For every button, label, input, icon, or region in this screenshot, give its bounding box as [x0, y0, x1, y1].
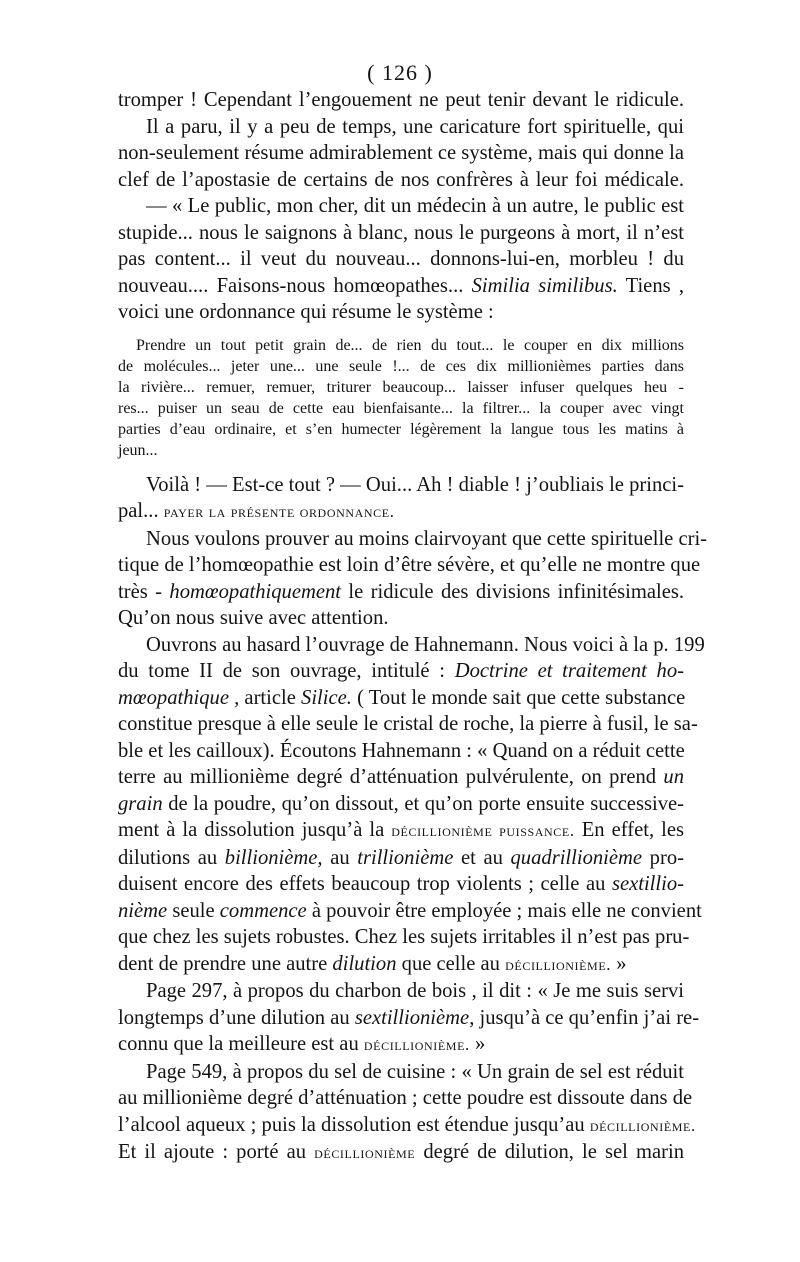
text-run: degré de dilution, le sel marin — [415, 1141, 684, 1163]
italic-run: un — [663, 766, 684, 788]
small-caps-run: décillionième. — [589, 1115, 696, 1135]
italic-run: homœopathiquement — [169, 580, 342, 603]
text-run: pal... — [118, 500, 164, 522]
paragraph — [118, 193, 684, 326]
small-caps-run: décillionième — [314, 1143, 416, 1162]
text-line: tique de l’homœopathie est loin d’être sévère, et qu’elle ne montre que — [118, 554, 701, 576]
text-line — [118, 791, 684, 818]
quote-line: jeun... — [118, 441, 158, 459]
text-run: que celle au — [396, 952, 506, 975]
book-title: Doctrine et traitement ho- — [454, 660, 684, 682]
text-line — [118, 273, 684, 300]
text-line: constitue presque à elle seule le cristal de roche, la pierre à fusil, le sa- — [118, 713, 698, 735]
text-run: pro- — [642, 846, 684, 869]
text-run: En effet, les — [574, 819, 684, 841]
text-line: que chez les sujets robustes. Chez les sujets irritables il n’est pas pru- — [118, 926, 690, 948]
quote-line: de molécules... jeter une... une seule !... de ces dix millionièmes parties dans — [118, 357, 684, 375]
text-line: pas content... il veut du nouveau... donnons-lui-en, morbleu ! du — [118, 248, 684, 270]
book-title: mœopathique , — [118, 686, 240, 709]
text-line: Nous voulons prouver au moins clairvoyant que cette spirituelle cri- — [146, 527, 708, 550]
text-run: de la poudre, qu’on dissout, et qu’on porte ensuite successive- — [162, 792, 684, 815]
text-line: — « Le public, mon cher, dit un médecin à un autre, le public est — [146, 195, 684, 217]
italic-run: nième — [118, 899, 168, 922]
text-line: Il a paru, il y a peu de temps, une caricature fort spirituelle, qui — [146, 115, 684, 138]
small-caps-run: décillionième puissance. — [391, 821, 575, 840]
text-line: stupide... nous le saignons à blanc, nous le purgeons à mort, il n’est — [118, 221, 684, 244]
latin-phrase: Similia similibus. — [471, 274, 618, 297]
text-line: voici une ordonnance qui résume le système : — [118, 301, 494, 323]
italic-run: grain — [118, 792, 163, 815]
text-line — [118, 845, 684, 872]
prescription-quote — [118, 335, 684, 461]
body-text — [118, 87, 708, 1167]
text-run: » — [611, 952, 627, 975]
quote-line: res... puiser un seau de cette eau bienfaisante... la filtrer... la couper avec vingt — [118, 399, 684, 417]
italic-run: commence — [219, 899, 307, 922]
italic-run: billionième, — [224, 846, 323, 869]
text-line: tromper ! Cependant l’engouement ne peut tenir devant le ridicule. — [118, 89, 684, 111]
text-line: au millionième degré d’atténuation ; cette poudre est dissoute dans de — [118, 1087, 693, 1109]
text-run: et au — [453, 846, 511, 869]
text-line — [118, 898, 702, 925]
italic-run: sextillionième — [354, 1006, 470, 1029]
text-line — [118, 498, 684, 526]
quote-line: parties d’eau ordinaire, et s’en humecter légèrement la langue tous les matins à — [118, 420, 684, 438]
text-run: nouveau.... Faisons-nous homœopathes... — [118, 274, 472, 297]
text-run: duisent encore des effets beaucoup trop violents ; celle au — [118, 873, 612, 895]
text-run: seule — [167, 899, 220, 922]
italic-run: sextillio- — [611, 873, 684, 895]
text-run: à pouvoir être employée ; mais elle ne convient — [306, 899, 702, 922]
small-caps-run: décillionième. — [363, 1035, 470, 1054]
paragraph — [118, 114, 684, 194]
text-run: au — [322, 846, 358, 869]
text-line — [118, 817, 684, 845]
text-run: du tome II de son ouvrage, intitulé : — [118, 660, 455, 682]
text-line — [118, 871, 684, 898]
italic-run: Silice. — [301, 686, 352, 709]
text-line — [118, 1005, 700, 1032]
text-run: connu que la meilleure est au — [118, 1033, 364, 1055]
text-line — [118, 764, 684, 791]
text-line — [118, 658, 684, 685]
text-line — [118, 685, 684, 712]
text-run: article — [239, 686, 302, 709]
paragraph — [118, 978, 700, 1059]
text-run: , jusqu’à ce qu’enfin j’ai re- — [469, 1006, 700, 1029]
text-run: ( Tout le monde sait que cette substance — [351, 686, 686, 709]
paragraph — [118, 87, 684, 114]
small-caps-run: payer la présente ordonnance. — [163, 502, 395, 521]
page-number: ( 126 ) — [367, 60, 433, 85]
italic-run: trillionième — [357, 846, 454, 869]
text-run: » — [469, 1033, 486, 1055]
text-line: Ouvrons au hasard l’ouvrage de Hahnemann. Nous voici à la p. 199 — [146, 633, 705, 656]
text-run: Tiens , — [617, 274, 685, 297]
text-run: Et il ajoute : porté au — [118, 1141, 315, 1163]
paragraph — [118, 526, 708, 632]
text-run: terre au millionième degré d’atténuation pulvérulente, on prend — [118, 766, 664, 788]
text-run: très - — [118, 580, 170, 603]
text-line: ble et les cailloux). Écoutons Hahnemann : « Quand on a réduit cette — [118, 739, 685, 762]
paragraph — [118, 472, 684, 526]
text-line: Voilà ! — Est-ce tout ? — Oui... Ah ! diable ! j’oubliais le princi- — [146, 473, 684, 496]
text-run: ment à la dissolution jusqu’à la — [118, 819, 392, 841]
text-line: Page 549, à propos du sel de cuisine : « Un grain de sel est réduit — [146, 1060, 684, 1083]
text-line — [118, 1112, 696, 1140]
small-caps-run: décillionième. — [505, 954, 612, 974]
text-run: le ridicule des divisions infinitésimales. — [341, 580, 685, 603]
paragraph — [118, 1059, 696, 1167]
text-line — [118, 951, 684, 979]
quote-line: Prendre un tout petit grain de... de rien du tout... le couper en dix millions — [136, 336, 684, 354]
text-line — [118, 1031, 684, 1059]
text-line: Page 297, à propos du charbon de bois , il dit : « Je me suis servi — [146, 980, 684, 1002]
paragraph — [118, 632, 705, 979]
text-run: longtemps d’une dilution au — [118, 1006, 355, 1029]
text-line — [118, 579, 684, 606]
text-run: dent de prendre une autre — [118, 952, 333, 975]
text-line — [118, 1139, 684, 1167]
text-line: non-seulement résume admirablement ce système, mais qui donne la — [118, 142, 684, 164]
text-line: Qu’on nous suive avec attention. — [118, 607, 389, 629]
italic-run: quadrillionième — [510, 846, 643, 869]
text-run: dilutions au — [118, 846, 225, 869]
text-line: clef de l’apostasie de certains de nos confrères à leur foi médicale. — [118, 168, 684, 191]
text-run: l’alcool aqueux ; puis la dissolution est étendue jusqu’au — [118, 1113, 590, 1136]
quote-line: la rivière... remuer, remuer, triturer beaucoup... laisser infuser quelques heu - — [118, 378, 684, 396]
italic-run: dilution — [332, 952, 397, 975]
